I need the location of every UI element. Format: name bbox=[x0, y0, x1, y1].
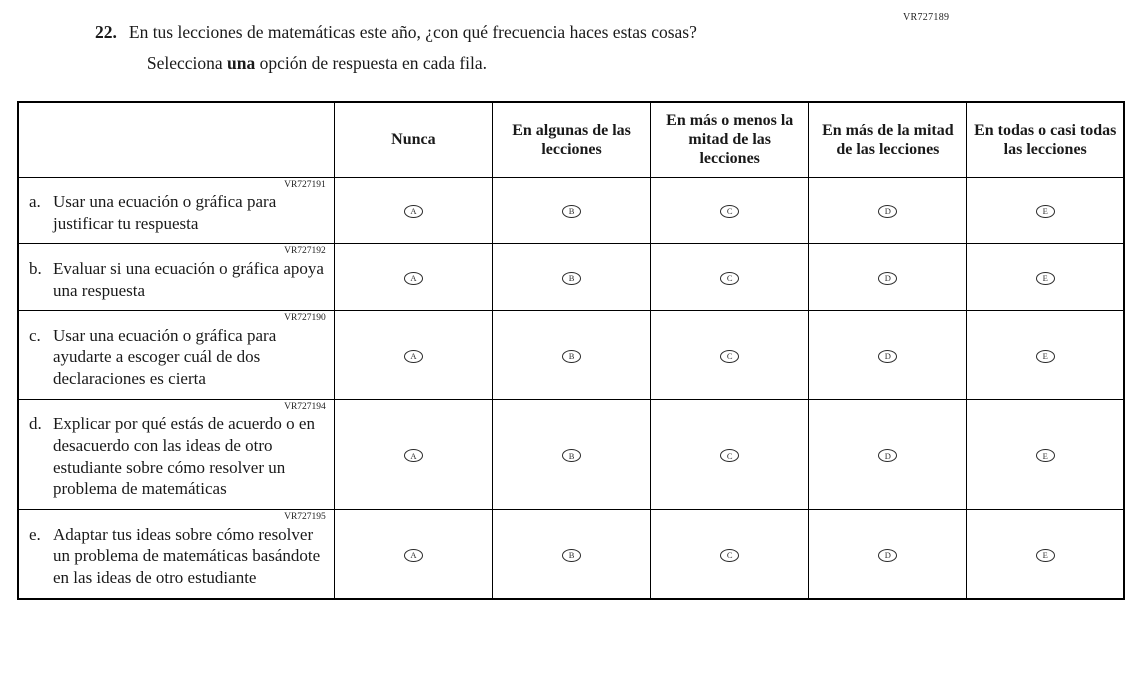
option-cell bbox=[334, 311, 492, 400]
option-bubble-e-C[interactable]: C bbox=[720, 549, 739, 562]
header-row bbox=[18, 102, 1124, 177]
item-label: b. bbox=[29, 258, 42, 278]
instruction-bold: una bbox=[227, 53, 256, 73]
question-block bbox=[95, 22, 895, 74]
option-cell bbox=[334, 177, 492, 244]
question-text-wrap bbox=[129, 22, 697, 74]
option-bubble-c-A[interactable]: A bbox=[404, 350, 423, 363]
option-bubble-b-A[interactable]: A bbox=[404, 272, 423, 285]
item-text: Explicar por qué estás de acuerdo o en desacuerdo con las ideas de otro estudiante sobre cómo resolver un problema de matemáticas bbox=[53, 414, 315, 499]
item-cell-c bbox=[18, 311, 334, 400]
table-row-e bbox=[18, 510, 1124, 599]
item-code: VR727190 bbox=[284, 313, 326, 324]
option-bubble-d-B[interactable]: B bbox=[562, 449, 581, 462]
option-cell bbox=[492, 311, 650, 400]
stub-header bbox=[18, 102, 334, 177]
item-code: VR727192 bbox=[284, 246, 326, 257]
option-cell bbox=[809, 510, 967, 599]
option-cell bbox=[334, 510, 492, 599]
option-cell bbox=[334, 244, 492, 311]
option-cell bbox=[967, 311, 1124, 400]
option-cell bbox=[651, 311, 809, 400]
form-code: VR727189 bbox=[903, 12, 950, 23]
item-cell-b bbox=[18, 244, 334, 311]
option-bubble-a-A[interactable]: A bbox=[404, 205, 423, 218]
option-cell bbox=[492, 177, 650, 244]
item-label: c. bbox=[29, 325, 41, 345]
item-cell-a bbox=[18, 177, 334, 244]
option-bubble-e-D[interactable]: D bbox=[878, 549, 897, 562]
option-bubble-b-B[interactable]: B bbox=[562, 272, 581, 285]
option-bubble-c-C[interactable]: C bbox=[720, 350, 739, 363]
option-bubble-b-D[interactable]: D bbox=[878, 272, 897, 285]
option-cell bbox=[809, 399, 967, 509]
column-header-mitad: En más o menos la mitad de las lecciones bbox=[651, 102, 809, 177]
option-cell bbox=[651, 399, 809, 509]
option-bubble-a-C[interactable]: C bbox=[720, 205, 739, 218]
option-cell bbox=[967, 177, 1124, 244]
option-cell bbox=[492, 399, 650, 509]
option-cell bbox=[492, 510, 650, 599]
option-bubble-d-D[interactable]: D bbox=[878, 449, 897, 462]
option-cell bbox=[492, 244, 650, 311]
item-text: Usar una ecuación o gráfica para justificar tu respuesta bbox=[53, 191, 277, 233]
item-cell-d bbox=[18, 399, 334, 509]
option-cell bbox=[651, 244, 809, 311]
option-cell bbox=[809, 311, 967, 400]
item-text: Evaluar si una ecuación o gráfica apoya una respuesta bbox=[53, 258, 324, 300]
column-header-algunas: En algunas de las lecciones bbox=[492, 102, 650, 177]
option-bubble-b-C[interactable]: C bbox=[720, 272, 739, 285]
option-bubble-e-A[interactable]: A bbox=[404, 549, 423, 562]
column-header-todas: En todas o casi todas las lecciones bbox=[967, 102, 1124, 177]
option-bubble-e-E[interactable]: E bbox=[1036, 549, 1055, 562]
option-cell bbox=[334, 399, 492, 509]
option-bubble-c-D[interactable]: D bbox=[878, 350, 897, 363]
item-label: a. bbox=[29, 191, 41, 211]
table-row-c bbox=[18, 311, 1124, 400]
question-text: En tus lecciones de matemáticas este año, ¿con qué frecuencia haces estas cosas? bbox=[128, 22, 697, 42]
option-cell bbox=[967, 510, 1124, 599]
table-row-a bbox=[18, 177, 1124, 244]
option-cell bbox=[809, 177, 967, 244]
item-code: VR727191 bbox=[284, 179, 326, 190]
question-number: 22. bbox=[95, 22, 117, 42]
item-text: Usar una ecuación o gráfica para ayudarte a escoger cuál de dos declaraciones es cierta bbox=[53, 325, 277, 389]
option-bubble-b-E[interactable]: E bbox=[1036, 272, 1055, 285]
column-header-nunca: Nunca bbox=[334, 102, 492, 177]
option-bubble-a-E[interactable]: E bbox=[1036, 205, 1055, 218]
instruction-prefix: Selecciona bbox=[146, 53, 228, 73]
option-bubble-d-A[interactable]: A bbox=[404, 449, 423, 462]
item-text: Adaptar tus ideas sobre cómo resolver un problema de matemáticas basándote en las ideas de otro estudiante bbox=[53, 524, 321, 588]
option-cell bbox=[809, 244, 967, 311]
option-cell bbox=[651, 177, 809, 244]
option-bubble-c-B[interactable]: B bbox=[562, 350, 581, 363]
response-matrix bbox=[17, 101, 1125, 600]
item-code: VR727194 bbox=[284, 401, 326, 412]
option-cell bbox=[967, 244, 1124, 311]
option-bubble-d-C[interactable]: C bbox=[720, 449, 739, 462]
table-row-d bbox=[18, 399, 1124, 509]
table-row-b bbox=[18, 244, 1124, 311]
instruction-suffix: opción de respuesta en cada fila. bbox=[255, 53, 488, 73]
option-bubble-a-B[interactable]: B bbox=[562, 205, 581, 218]
option-cell bbox=[651, 510, 809, 599]
item-label: e. bbox=[29, 524, 41, 544]
column-header-mas-mitad: En más de la mitad de las lecciones bbox=[809, 102, 967, 177]
option-bubble-a-D[interactable]: D bbox=[878, 205, 897, 218]
option-bubble-c-E[interactable]: E bbox=[1036, 350, 1055, 363]
option-cell bbox=[967, 399, 1124, 509]
instruction-text bbox=[147, 53, 697, 74]
item-code: VR727195 bbox=[284, 512, 326, 523]
item-cell-e bbox=[18, 510, 334, 599]
option-bubble-d-E[interactable]: E bbox=[1036, 449, 1055, 462]
item-label: d. bbox=[29, 414, 42, 434]
option-bubble-e-B[interactable]: B bbox=[562, 549, 581, 562]
